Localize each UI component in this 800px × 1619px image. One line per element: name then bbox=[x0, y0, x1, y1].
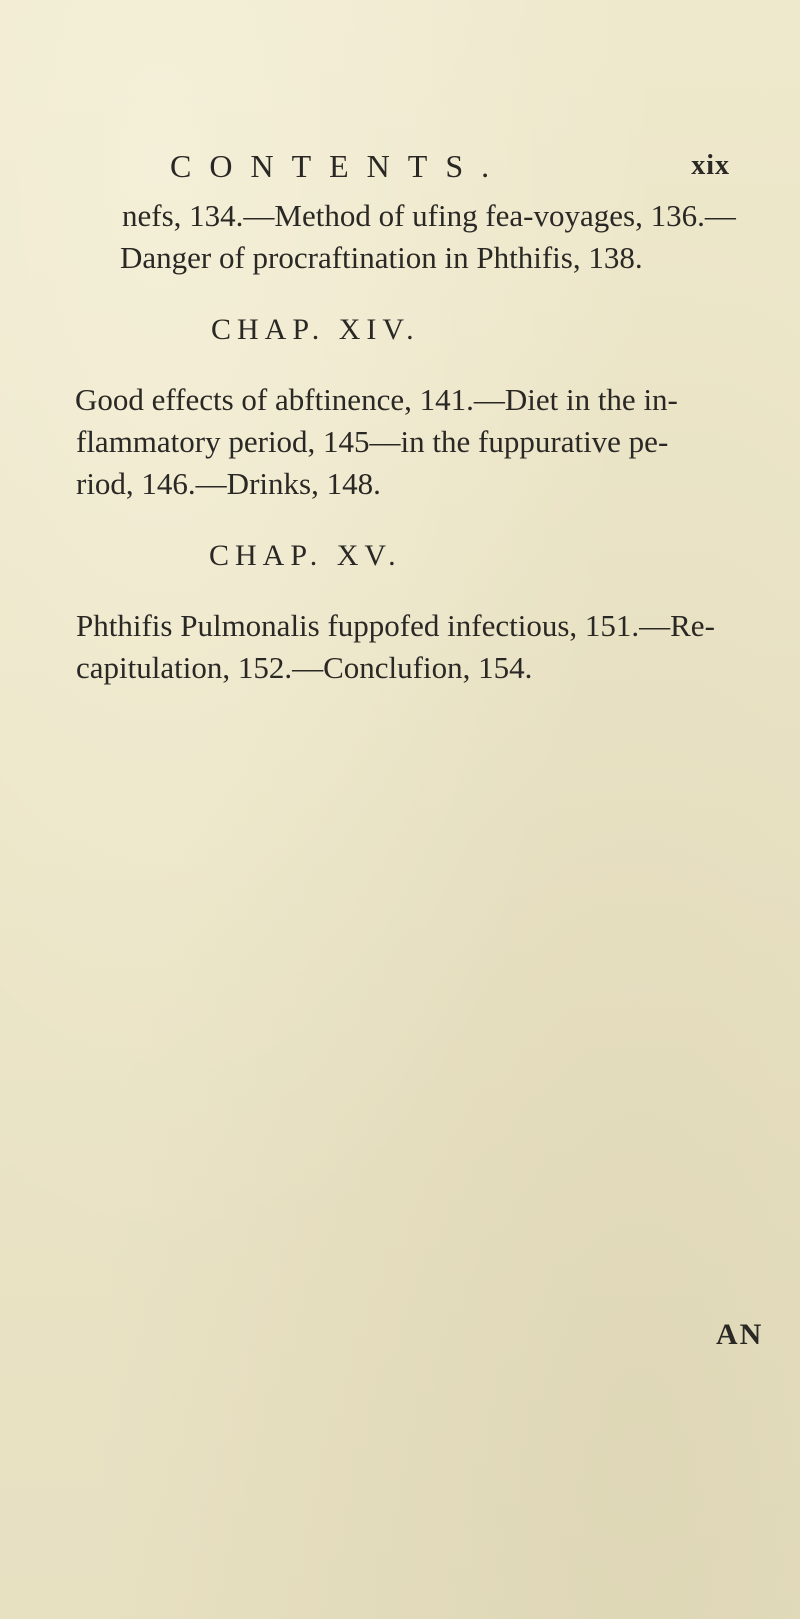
chapter-heading-xiv: CHAP. XIV. bbox=[211, 313, 420, 346]
text-line: nefs, 134.—Method of ufing fea-voyages, 136.— bbox=[122, 198, 736, 233]
text-line: Phthifis Pulmonalis fuppofed infectious, 151.—Re- bbox=[76, 608, 715, 643]
text-line: Danger of procraftination in Phthifis, 138. bbox=[120, 240, 643, 275]
chapter-heading-xv: CHAP. XV. bbox=[209, 539, 402, 572]
running-head bbox=[170, 146, 730, 186]
page-number: xix bbox=[691, 150, 730, 181]
text-line: riod, 146.—Drinks, 148. bbox=[76, 466, 381, 501]
text-line: Good effects of abftinence, 141.—Diet in the in- bbox=[75, 382, 678, 417]
text-line: flammatory period, 145—in the fuppurative pe- bbox=[76, 424, 669, 459]
text-line: capitulation, 152.—Conclufion, 154. bbox=[76, 650, 533, 685]
running-head-title: CONTENTS. bbox=[170, 148, 508, 184]
catchword: AN bbox=[716, 1318, 764, 1351]
